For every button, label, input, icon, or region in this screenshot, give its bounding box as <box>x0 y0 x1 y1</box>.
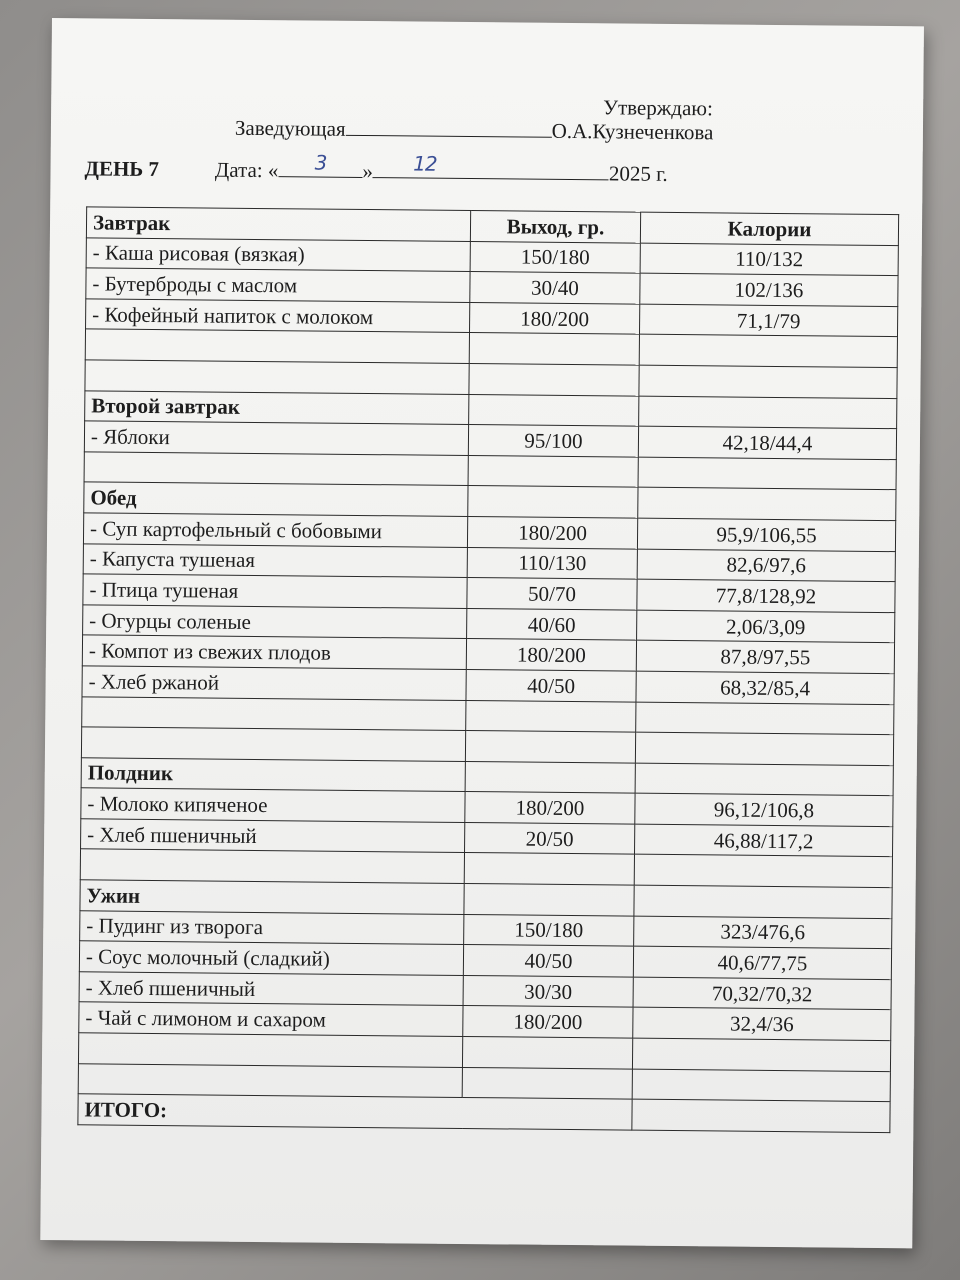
dish-calories: 40,6/77,75 <box>633 946 891 979</box>
dish-calories <box>634 885 892 918</box>
dish-calories: 46,88/117,2 <box>634 824 892 857</box>
date-line <box>84 150 668 187</box>
dish-yield: 180/200 <box>463 1006 633 1038</box>
dish-calories <box>635 763 893 796</box>
dish-calories <box>638 457 896 490</box>
dish-calories <box>639 335 897 368</box>
date-day-handwritten: 3 <box>314 150 327 175</box>
dish-yield <box>464 853 634 885</box>
dish-yield <box>469 333 639 365</box>
dish-name <box>84 452 468 486</box>
dish-calories: 82,6/97,6 <box>637 549 895 582</box>
dish-name: - Бутерброды с маслом <box>86 268 470 302</box>
dish-calories <box>639 365 897 398</box>
dish-name <box>81 727 465 761</box>
dish-name: - Чай с лимоном и сахаром <box>79 1002 463 1036</box>
dish-name: - Каша рисовая (вязкая) <box>86 237 470 271</box>
dish-calories: 68,32/85,4 <box>636 671 894 704</box>
dish-calories: 77,8/128,92 <box>637 579 895 612</box>
dish-name: - Суп картофельный с бобовыми <box>83 513 467 547</box>
dish-calories <box>639 396 897 429</box>
menu-body <box>78 237 898 1101</box>
dish-yield: 40/60 <box>467 608 637 640</box>
dish-yield: 30/40 <box>470 272 640 304</box>
section-title: Второй завтрак <box>85 390 469 424</box>
dish-calories: 2,06/3,09 <box>637 610 895 643</box>
total-label: ИТОГО: <box>78 1094 632 1130</box>
dish-calories <box>635 732 893 765</box>
dish-yield <box>468 455 638 487</box>
dish-yield <box>469 394 639 426</box>
date-year: 2025 г. <box>608 161 668 186</box>
dish-name: - Соус молочный (сладкий) <box>79 941 463 975</box>
dish-yield <box>462 1067 632 1099</box>
menu-table <box>77 206 899 1133</box>
dish-name <box>80 849 464 883</box>
dish-name: - Яблоки <box>84 421 468 455</box>
dish-yield <box>465 761 635 793</box>
dish-yield: 150/180 <box>470 241 640 273</box>
dish-name <box>85 360 469 394</box>
dish-name: - Хлеб пшеничный <box>79 972 463 1006</box>
dish-name: - Хлеб ржаной <box>82 666 466 700</box>
dish-name: - Птица тушеная <box>83 574 467 608</box>
dish-name: - Хлеб пшеничный <box>81 819 465 853</box>
dish-yield: 20/50 <box>465 822 635 854</box>
dish-yield: 180/200 <box>465 792 635 824</box>
dish-yield: 30/30 <box>463 975 633 1007</box>
date-month-handwritten: 12 <box>413 151 437 176</box>
dish-calories: 70,32/70,32 <box>633 977 891 1010</box>
dish-yield: 50/70 <box>467 578 637 610</box>
head-name: О.А.Кузнеченкова <box>551 118 714 145</box>
dish-yield <box>465 731 635 763</box>
total-value <box>632 1099 890 1132</box>
dish-yield <box>462 1037 632 1069</box>
dish-yield: 180/200 <box>469 302 639 334</box>
dish-calories: 32,4/36 <box>633 1008 891 1041</box>
head-label: Заведующая <box>234 115 346 141</box>
date-month-blank <box>373 151 609 180</box>
day-number: ДЕНЬ 7 <box>84 156 160 182</box>
col-header-yield: Выход, гр. <box>470 211 640 243</box>
signature-blank <box>346 117 552 138</box>
approve-label: Утверждаю: <box>603 95 713 121</box>
dish-name <box>78 1033 462 1067</box>
dish-yield: 40/50 <box>466 669 636 701</box>
dish-name: - Компот из свежих плодов <box>82 635 466 669</box>
dish-calories: 95,9/106,55 <box>637 518 895 551</box>
dish-calories <box>632 1038 890 1071</box>
date-label: Дата: « <box>214 157 279 183</box>
dish-yield: 95/100 <box>468 425 638 457</box>
dish-calories: 323/476,6 <box>634 916 892 949</box>
dish-name: - Пудинг из творога <box>80 910 464 944</box>
date-separator: » <box>362 158 374 184</box>
section-title: Ужин <box>80 880 464 914</box>
dish-name: - Кофейный напиток с молоком <box>86 299 470 333</box>
dish-calories <box>638 487 896 520</box>
dish-calories: 96,12/106,8 <box>635 793 893 826</box>
dish-name <box>78 1063 462 1097</box>
dish-name <box>82 696 466 730</box>
dish-calories <box>636 702 894 735</box>
section-title: Обед <box>84 482 468 516</box>
dish-name: - Огурцы соленые <box>83 605 467 639</box>
dish-yield <box>464 884 634 916</box>
dish-calories: 102/136 <box>640 273 898 306</box>
dish-calories: 71,1/79 <box>639 304 897 337</box>
dish-yield: 40/50 <box>463 945 633 977</box>
dish-calories: 110/132 <box>640 243 898 276</box>
dish-name <box>85 329 469 363</box>
col-header-meal: Завтрак <box>86 207 470 241</box>
dish-name: - Молоко кипяченое <box>81 788 465 822</box>
dish-yield <box>469 363 639 395</box>
dish-yield: 180/200 <box>467 516 637 548</box>
date-day-blank <box>278 150 362 178</box>
col-header-calories: Калории <box>640 212 898 245</box>
menu-sheet <box>40 18 924 1248</box>
total-row <box>78 1094 890 1132</box>
dish-yield <box>468 486 638 518</box>
dish-calories <box>634 855 892 888</box>
dish-calories <box>632 1069 890 1102</box>
dish-name: - Капуста тушеная <box>83 543 467 577</box>
dish-yield: 150/180 <box>464 914 634 946</box>
dish-yield: 180/200 <box>466 639 636 671</box>
section-title: Полдник <box>81 758 465 792</box>
dish-yield: 110/130 <box>467 547 637 579</box>
dish-yield <box>466 700 636 732</box>
dish-calories: 87,8/97,55 <box>636 640 894 673</box>
dish-calories: 42,18/44,4 <box>638 426 896 459</box>
head-line <box>235 116 714 146</box>
